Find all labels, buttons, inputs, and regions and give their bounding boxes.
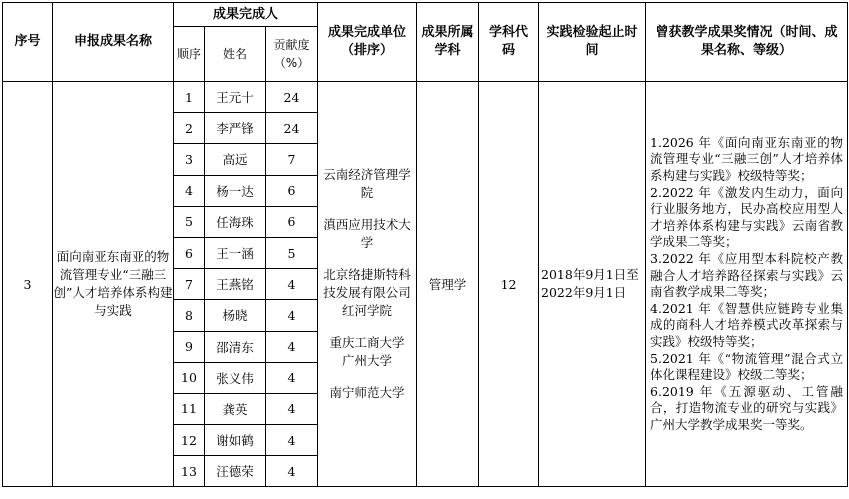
header-contribution: 贡献度（%） [266, 27, 318, 82]
completer-name: 王燕铭 [205, 269, 266, 300]
header-unit: 成果完成单位（排序） [318, 3, 417, 82]
completer-order: 3 [174, 144, 205, 175]
header-seq: 序号 [3, 3, 53, 82]
unit-1: 云南经济管理学院 [323, 167, 411, 201]
completer-order: 6 [174, 237, 205, 268]
award-table [2, 2, 848, 487]
header-completers-group: 成果完成人 [174, 3, 318, 27]
award-item-6: 6.2019 年《五源驱动、工管融合，打造物流专业的研究与实践》广州大学教学成果奖一等奖。 [650, 383, 844, 432]
completer-name: 汪德荣 [205, 456, 266, 487]
award-item-2: 2.2022 年《激发内生动力，面向行业服务地方，民办高校应用型人才培养体系构建与实践》云南省教学成果二等奖； [650, 184, 844, 250]
record-awards [646, 82, 848, 487]
completer-name: 任海珠 [205, 206, 266, 237]
unit-4: 红河学院 [342, 303, 393, 319]
record-discipline-code: 12 [479, 82, 539, 487]
completer-contribution: 24 [266, 113, 318, 144]
unit-5: 重庆工商大学 [329, 335, 405, 351]
completer-name: 邵清东 [205, 331, 266, 362]
completer-order: 4 [174, 175, 205, 206]
completer-name: 王元十 [205, 82, 266, 113]
period-end: 2022年9月1日 [541, 285, 627, 301]
completer-name: 李严锋 [205, 113, 266, 144]
completer-order: 5 [174, 206, 205, 237]
record-discipline: 管理学 [417, 82, 479, 487]
completer-contribution: 24 [266, 82, 318, 113]
record-period [539, 82, 646, 487]
completer-contribution: 4 [266, 269, 318, 300]
completer-name: 杨晓 [205, 300, 266, 331]
completer-contribution: 7 [266, 144, 318, 175]
header-period: 实践检验起止时间 [539, 3, 646, 82]
completer-contribution: 4 [266, 456, 318, 487]
header-row-1 [3, 3, 848, 27]
completer-name: 谢如鹤 [205, 425, 266, 456]
award-item-3: 3.2022 年《应用型本科院校产教融合人才培养路径探索与实践》云南省教学成果二等奖； [650, 251, 844, 300]
header-discipline: 成果所属学科 [417, 3, 479, 82]
completer-name: 张义伟 [205, 362, 266, 393]
period-start: 2018年9月1日至 [541, 267, 639, 283]
completer-contribution: 4 [266, 300, 318, 331]
completer-order: 1 [174, 82, 205, 113]
completer-contribution: 4 [266, 393, 318, 424]
award-item-1: 1.2026 年《面向南亚东南亚的物流管理专业“三融三创”人才培养体系构建与实践》校级特等奖； [650, 134, 844, 184]
record-project-name: 面向南亚东南亚的物流管理专业“三融三创”人才培养体系构建与实践 [53, 82, 174, 487]
unit-7: 南宁师范大学 [329, 385, 405, 401]
completer-order: 13 [174, 456, 205, 487]
completer-contribution: 4 [266, 331, 318, 362]
completer-name: 高远 [205, 144, 266, 175]
award-item-5: 5.2021 年《“物流管理”混合式立体化课程建设》校级二等奖； [650, 350, 844, 383]
completer-order: 8 [174, 300, 205, 331]
completer-contribution: 5 [266, 237, 318, 268]
header-discipline-code: 学科代码 [479, 3, 539, 82]
header-awards: 曾获教学成果奖情况（时间、成果名称、等级） [646, 3, 848, 82]
header-order: 顺序 [174, 27, 205, 82]
completer-name: 杨一达 [205, 175, 266, 206]
completer-order: 10 [174, 362, 205, 393]
completer-contribution: 6 [266, 206, 318, 237]
unit-3: 北京络捷斯特科技发展有限公司 [323, 267, 411, 301]
completer-order: 7 [174, 269, 205, 300]
completer-contribution: 4 [266, 425, 318, 456]
award-item-4: 4.2021 年《智慧供应链跨专业集成的商科人才培养模式改革探索与实践》校级特等奖； [650, 300, 844, 349]
unit-6: 广州大学 [342, 353, 393, 369]
completer-order: 2 [174, 113, 205, 144]
header-person-name: 姓名 [205, 27, 266, 82]
completer-name: 龚英 [205, 393, 266, 424]
completer-contribution: 4 [266, 362, 318, 393]
header-project-name: 申报成果名称 [53, 3, 174, 82]
table-row [3, 82, 848, 113]
completer-contribution: 6 [266, 175, 318, 206]
record-seq: 3 [3, 82, 53, 487]
completer-order: 12 [174, 425, 205, 456]
record-units [318, 82, 417, 487]
unit-2: 滇西应用技术大学 [323, 217, 411, 251]
completer-order: 11 [174, 393, 205, 424]
completer-name: 王一涵 [205, 237, 266, 268]
completer-order: 9 [174, 331, 205, 362]
